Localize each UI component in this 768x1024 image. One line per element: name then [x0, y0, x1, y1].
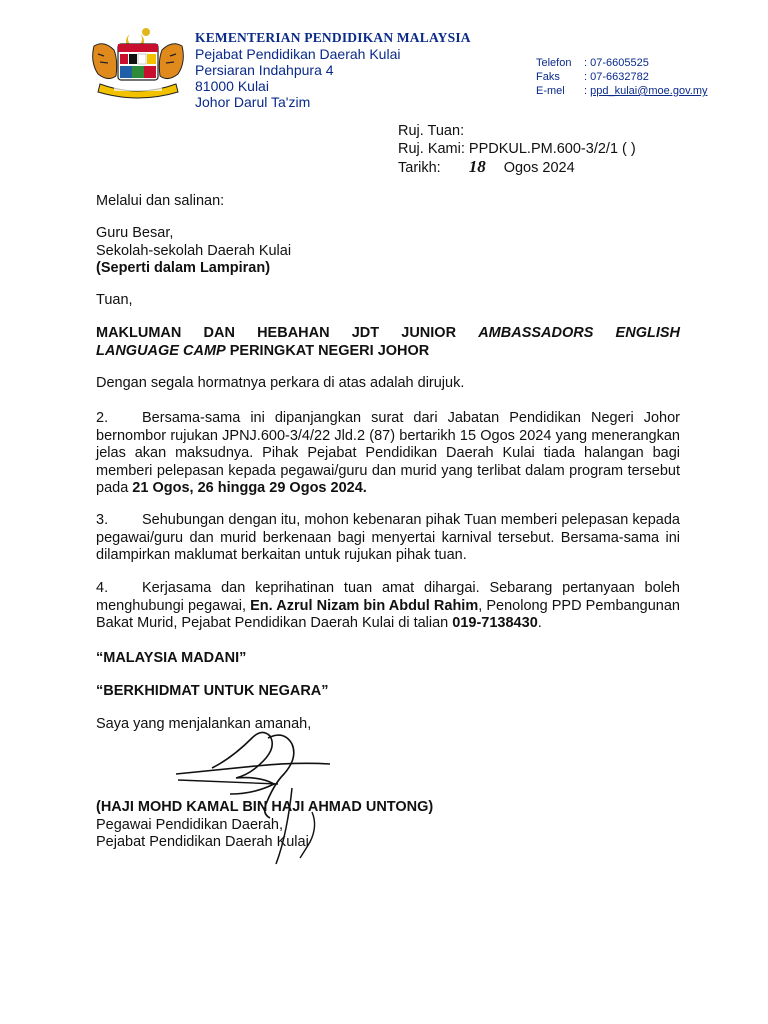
letterhead-address: [195, 30, 471, 110]
paragraph-4-text: Kerjasama dan keprihatinan tuan amat dihargai. Sebarang pertanyaan boleh menghubungi pegawai,: [96, 580, 680, 614]
contact-person-name: En. Azrul Nizam bin Abdul Rahim: [250, 597, 479, 614]
letterhead-contact: [536, 56, 707, 98]
email-link[interactable]: ppd_kulai@moe.gov.my: [590, 85, 708, 97]
street-address: Persiaran Indahpura 4: [195, 62, 334, 78]
paragraph-number: 2.: [96, 410, 109, 426]
title-word: JUNIOR: [401, 325, 457, 341]
paragraph-3: [96, 512, 680, 565]
paragraph-4-text-2: , Penolong PPD Pembangunan Bakat Murid, Pejabat Pendidikan Daerah Kulai di talian: [96, 597, 680, 631]
title-line-1: [96, 325, 680, 343]
title-word: ENGLISH: [615, 325, 680, 341]
phone-number: : 07-6605525: [584, 57, 649, 69]
state-name: Johor Darul Ta'zim: [195, 94, 311, 110]
tarikh-label: Tarikh:: [398, 160, 441, 176]
ruj-kami: Ruj. Kami: PPDKUL.PM.600-3/2/1 ( ): [398, 141, 636, 157]
signatory-name: (HAJI MOHD KAMAL BIN HAJI AHMAD UNTONG): [96, 799, 434, 815]
tarikh-month-year: Ogos 2024: [503, 160, 575, 176]
closing-line: Saya yang menjalankan amanah,: [96, 716, 312, 732]
email-separator: :: [584, 85, 588, 97]
paragraph-1: Dengan segala hormatnya perkara di atas adalah dirujuk.: [96, 375, 465, 391]
recipient-line1: Guru Besar,: [96, 225, 174, 241]
fax-label: Faks: [536, 71, 560, 83]
slogan-2: “BERKHIDMAT UNTUK NEGARA”: [96, 683, 329, 699]
paragraph-4: [96, 580, 680, 633]
ministry-name: KEMENTERIAN PENDIDIKAN MALAYSIA: [195, 30, 471, 45]
paragraph-number: 4.: [96, 580, 109, 596]
contact-phone: 019-7138430: [452, 615, 538, 631]
tarikh-row: [398, 158, 636, 177]
recipient-line2: Sekolah-sekolah Daerah Kulai: [96, 242, 292, 259]
signatory-block: [96, 799, 680, 852]
paragraph-2-dates: 21 Ogos, 26 hingga 29 Ogos 2024.: [132, 480, 367, 496]
signatory-position: Pegawai Pendidikan Daerah,: [96, 816, 284, 833]
letter-title: [96, 325, 680, 360]
title-rest: PERINGKAT NEGERI JOHOR: [225, 342, 430, 359]
paragraph-4-end: .: [537, 615, 542, 631]
recipient-block: [96, 225, 680, 278]
salutation: Tuan,: [96, 292, 133, 308]
slogan-1: “MALAYSIA MADANI”: [96, 650, 247, 666]
phone-label: Telefon: [536, 57, 572, 69]
ruj-tuan: Ruj. Tuan:: [398, 123, 465, 139]
coat-of-arms-icon: [86, 24, 190, 102]
paragraph-2: [96, 410, 680, 498]
email-label: E-mel: [536, 85, 565, 97]
title-word: JDT: [351, 325, 380, 341]
reference-block: [398, 122, 636, 177]
office-name: Pejabat Pendidikan Daerah Kulai: [195, 46, 401, 62]
title-line-2: [96, 343, 680, 361]
title-word: HEBAHAN: [257, 325, 330, 341]
title-word: MAKLUMAN: [96, 325, 182, 341]
paragraph-number: 3.: [96, 512, 109, 528]
title-italic: LANGUAGE CAMP: [96, 342, 226, 359]
signatory-office: Pejabat Pendidikan Daerah Kulai: [96, 834, 309, 850]
paragraph-2-text: Bersama-sama ini dipanjangkan surat dari Jabatan Pendidikan Negeri Johor bernombor rujukan JPNJ.600-3/4/22 Jld.2 (87) bertarikh 15 Ogos 2024 yang menerangkan jelas akan maksudnya. Pihak Pejabat Pendidikan Daerah Kulai tiada halangan bagi memberi pelepasan kepada pegawai/guru dan murid yang terlibat dalam program tersebut pada: [96, 410, 680, 496]
recipient-line3: (Seperti dalam Lampiran): [96, 260, 271, 276]
fax-number: : 07-6632782: [584, 71, 649, 83]
paragraph-3-text: Sehubungan dengan itu, mohon kebenaran pihak Tuan memberi pelepasan kepada pegawai/guru dan murid berkenaan bagi menyertai karnival tersebut. Bersama-sama ini dilampirkan maklumat berkaitan untuk rujukan pihak tuan.: [96, 512, 680, 563]
title-word: AMBASSADORS: [478, 325, 594, 341]
postcode-city: 81000 Kulai: [195, 78, 269, 94]
tarikh-day: 18: [468, 157, 486, 176]
via-line: Melalui dan salinan:: [96, 193, 225, 209]
title-word: DAN: [203, 325, 235, 341]
